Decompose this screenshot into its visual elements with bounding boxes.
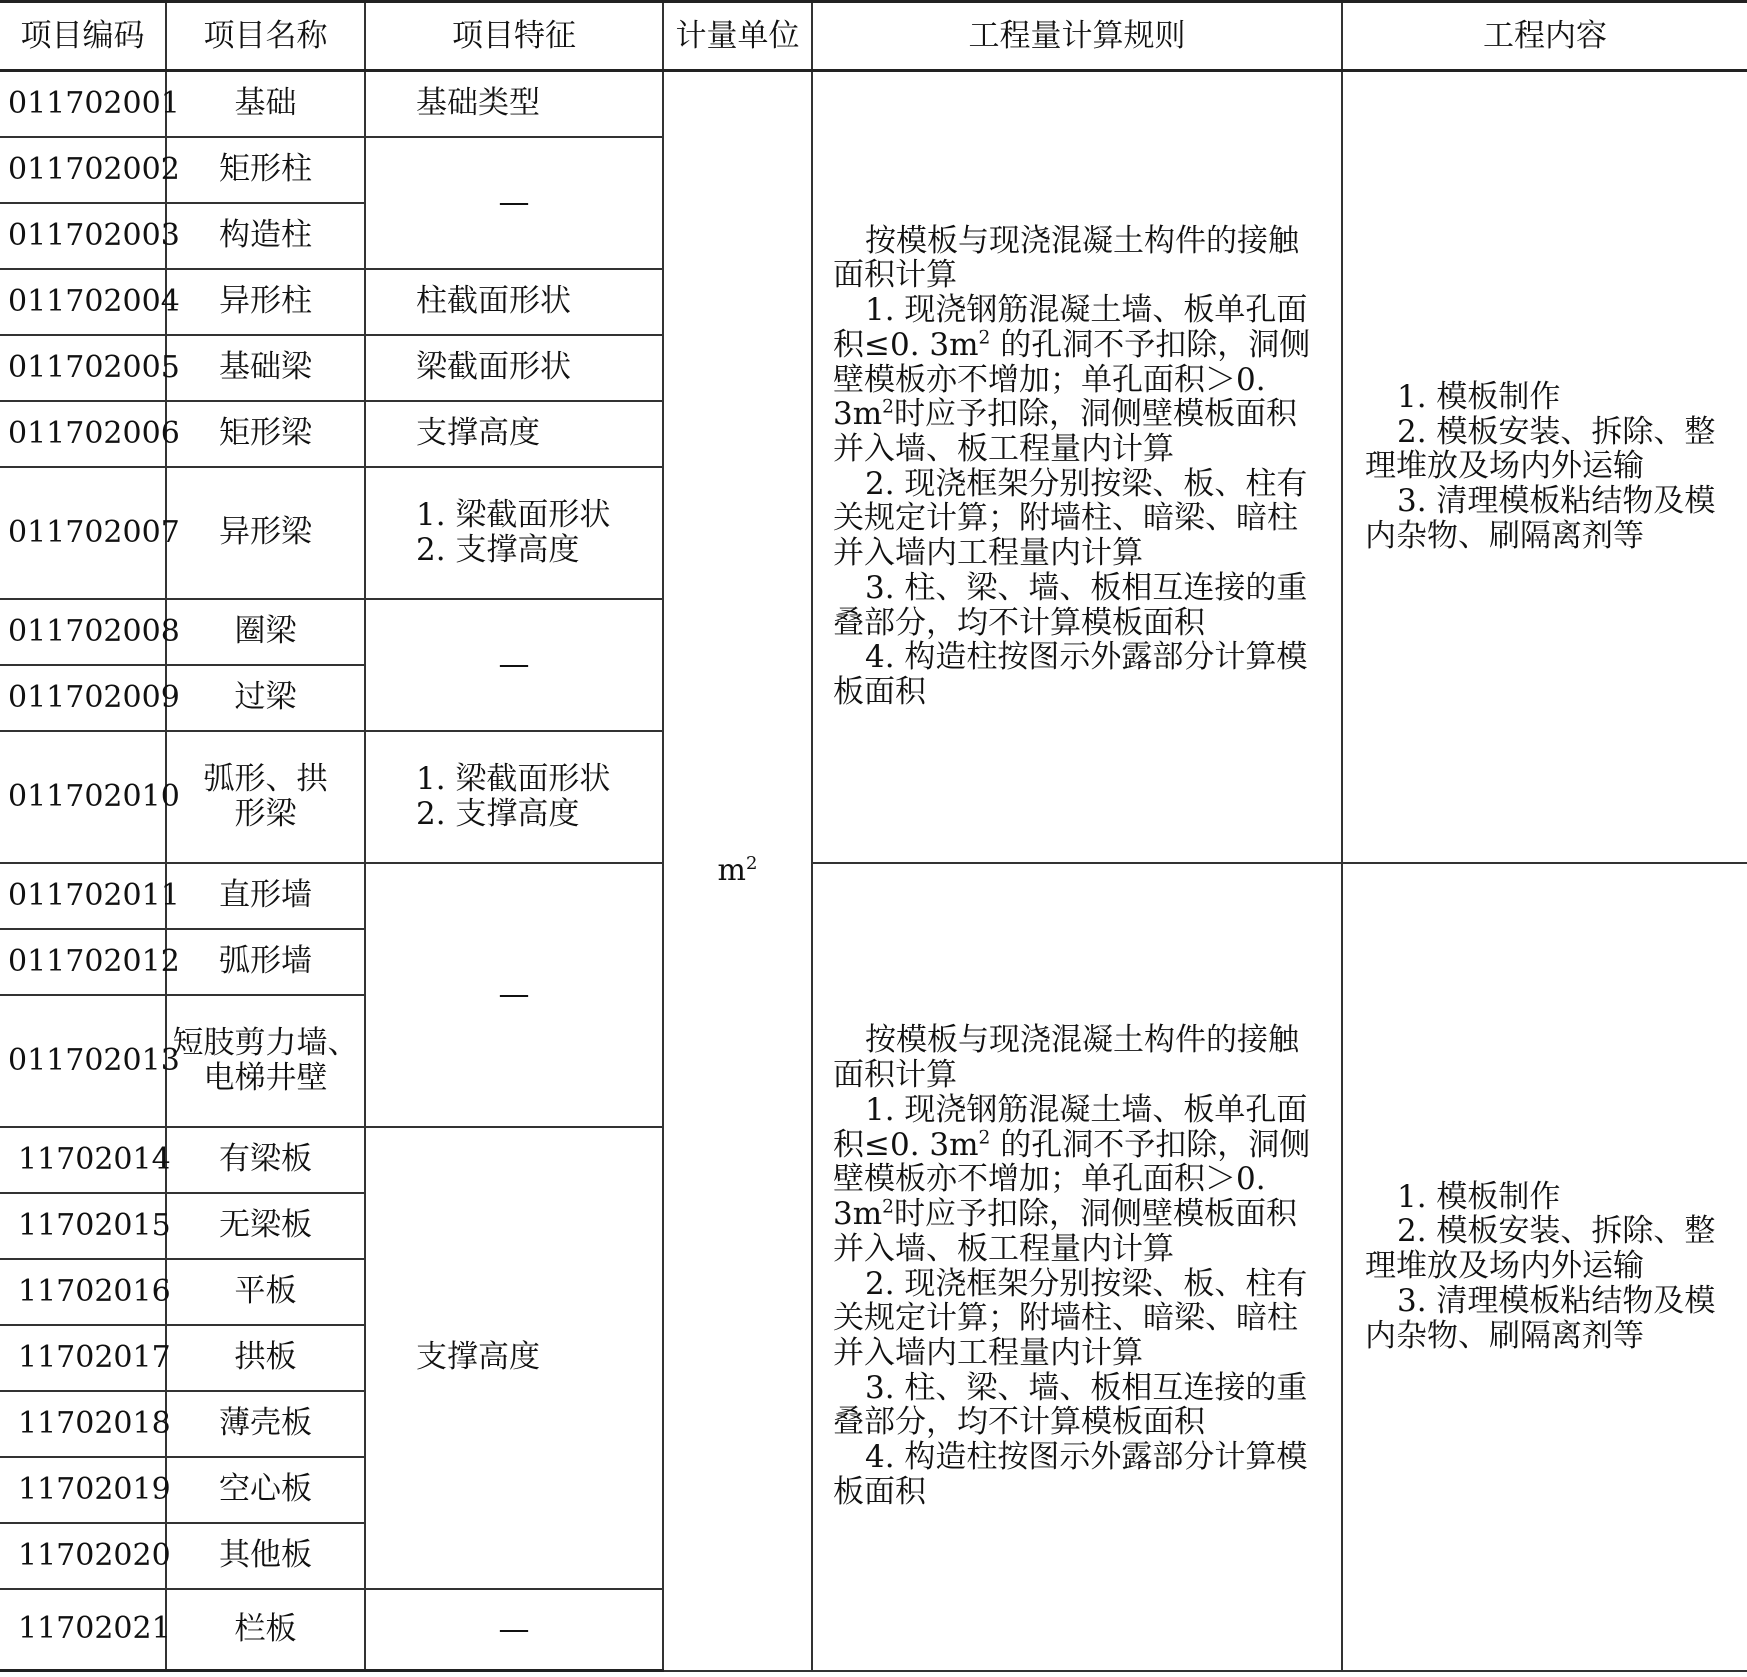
- item-name: 异形梁: [166, 467, 365, 599]
- item-code: 11702014: [0, 1127, 166, 1193]
- rule-item-1: 1. 现浇钢筋混凝土墙、板单孔面积≤0. $3m^2$ 的孔洞不予扣除，洞侧壁模板亦不增加；单孔面积＞0. $3m^2$时应予扣除，洞侧壁模板面积并入墙、板工程量内计算: [833, 1091, 1311, 1267]
- item-code: 11702017: [0, 1325, 166, 1391]
- item-code: 11702018: [0, 1391, 166, 1457]
- item-name: 基础: [166, 71, 365, 137]
- rule-item-2: 2. 现浇框架分别按梁、板、柱有关规定计算；附墙柱、暗梁、暗柱并入墙内工程量内计算: [833, 1265, 1308, 1371]
- name-line: 弧形、拱: [203, 760, 328, 797]
- item-name: 圈梁: [166, 599, 365, 665]
- item-name: 矩形柱: [166, 137, 365, 203]
- item-name: 栏板: [166, 1589, 365, 1671]
- feature-line: 2. 支撑高度: [416, 531, 580, 568]
- unit-exponent: 2: [746, 852, 758, 874]
- name-line: 短肢剪力墙、: [172, 1024, 359, 1061]
- content-item-1: 1. 模板制作: [1397, 1178, 1561, 1215]
- rule-item-3: 3. 柱、梁、墙、板相互连接的重叠部分，均不计算模板面积: [833, 569, 1308, 641]
- item-feature: —: [365, 137, 663, 269]
- header-unit: 计量单位: [663, 2, 812, 71]
- item-name: 弧形墙: [166, 929, 365, 995]
- item-code: 011702012: [0, 929, 166, 995]
- item-code: 011702011: [0, 863, 166, 929]
- content-cell-columns-beams: [1342, 71, 1747, 863]
- unit-base: m: [717, 852, 746, 888]
- rule-intro: 按模板与现浇混凝土构件的接触面积计算: [833, 1022, 1299, 1094]
- item-name: 构造柱: [166, 203, 365, 269]
- item-code: 011702010: [0, 731, 166, 863]
- item-feature: 支撑高度: [365, 1127, 663, 1589]
- rule-item-2: 2. 现浇框架分别按梁、板、柱有关规定计算；附墙柱、暗梁、暗柱并入墙内工程量内计算: [833, 465, 1308, 572]
- item-code: 011702006: [0, 401, 166, 467]
- content-item-2: 2. 模板安装、拆除、整理堆放及场内外运输: [1365, 413, 1716, 485]
- item-code: 011702003: [0, 203, 166, 269]
- item-code: 011702004: [0, 269, 166, 335]
- item-name: 异形柱: [166, 269, 365, 335]
- item-name: 过梁: [166, 665, 365, 731]
- item-code: 11702020: [0, 1523, 166, 1589]
- rule-cell-columns-beams: [812, 71, 1342, 863]
- item-code: 011702005: [0, 335, 166, 401]
- header-code: 项目编码: [0, 2, 166, 71]
- content-item-2: 2. 模板安装、拆除、整理堆放及场内外运输: [1365, 1213, 1716, 1285]
- item-name: 无梁板: [166, 1193, 365, 1259]
- feature-line: 1. 梁截面形状: [416, 496, 611, 533]
- item-feature: [365, 467, 663, 599]
- item-code: 11702019: [0, 1457, 166, 1523]
- item-code: 011702002: [0, 137, 166, 203]
- header-name: 项目名称: [166, 2, 365, 71]
- rule-intro: 按模板与现浇混凝土构件的接触面积计算: [833, 222, 1299, 294]
- header-rule: 工程量计算规则: [812, 2, 1342, 71]
- item-name: 薄壳板: [166, 1391, 365, 1457]
- item-name: 空心板: [166, 1457, 365, 1523]
- item-code: 011702007: [0, 467, 166, 599]
- item-feature: [365, 731, 663, 863]
- item-name: [166, 995, 365, 1127]
- rule-item-4: 4. 构造柱按图示外露部分计算模板面积: [833, 1439, 1308, 1510]
- item-feature: 基础类型: [365, 71, 663, 137]
- item-name: 其他板: [166, 1523, 365, 1589]
- header-row: [0, 2, 1747, 71]
- rule-item-4: 4. 构造柱按图示外露部分计算模板面积: [833, 639, 1308, 711]
- header-content: 工程内容: [1342, 2, 1747, 71]
- item-code: 11702015: [0, 1193, 166, 1259]
- item-feature: 柱截面形状: [365, 269, 663, 335]
- content-item-1: 1. 模板制作: [1397, 378, 1561, 415]
- feature-line: 2. 支撑高度: [416, 795, 580, 832]
- item-feature: 梁截面形状: [365, 335, 663, 401]
- table-row: [0, 71, 1747, 137]
- item-feature: 支撑高度: [365, 401, 663, 467]
- item-name: 基础梁: [166, 335, 365, 401]
- item-name: [166, 731, 365, 863]
- item-name: 直形墙: [166, 863, 365, 929]
- item-code: 011702013: [0, 995, 166, 1127]
- rule-item-3: 3. 柱、梁、墙、板相互连接的重叠部分，均不计算模板面积: [833, 1369, 1308, 1441]
- name-line: 形梁: [234, 795, 297, 832]
- rule-item-1: 1. 现浇钢筋混凝土墙、板单孔面积≤0. $3m^2$ 的孔洞不予扣除，洞侧壁模板亦不增加；单孔面积＞0. $3m^2$时应予扣除，洞侧壁模板面积并入墙、板工程量内计算: [833, 292, 1311, 468]
- item-name: 有梁板: [166, 1127, 365, 1193]
- unit-cell: [663, 71, 812, 1671]
- header-feature: 项目特征: [365, 2, 663, 71]
- content-item-3: 3. 清理模板粘结物及模内杂物、刷隔离剂等: [1365, 1282, 1716, 1354]
- item-name: 矩形梁: [166, 401, 365, 467]
- item-name: 平板: [166, 1259, 365, 1325]
- item-code: 011702009: [0, 665, 166, 731]
- item-feature: —: [365, 599, 663, 731]
- item-feature: —: [365, 863, 663, 1127]
- item-code: 11702016: [0, 1259, 166, 1325]
- rule-cell-walls-slabs: [812, 863, 1342, 1671]
- content-item-3: 3. 清理模板粘结物及模内杂物、刷隔离剂等: [1365, 483, 1716, 554]
- item-code: 011702008: [0, 599, 166, 665]
- table-row: [0, 863, 1747, 929]
- item-feature: —: [365, 1589, 663, 1671]
- item-name: 拱板: [166, 1325, 365, 1391]
- item-code: 011702001: [0, 71, 166, 137]
- feature-line: 1. 梁截面形状: [416, 760, 611, 797]
- item-code: 11702021: [0, 1589, 166, 1671]
- name-line: 电梯井壁: [203, 1059, 328, 1096]
- content-cell-walls-slabs: [1342, 863, 1747, 1671]
